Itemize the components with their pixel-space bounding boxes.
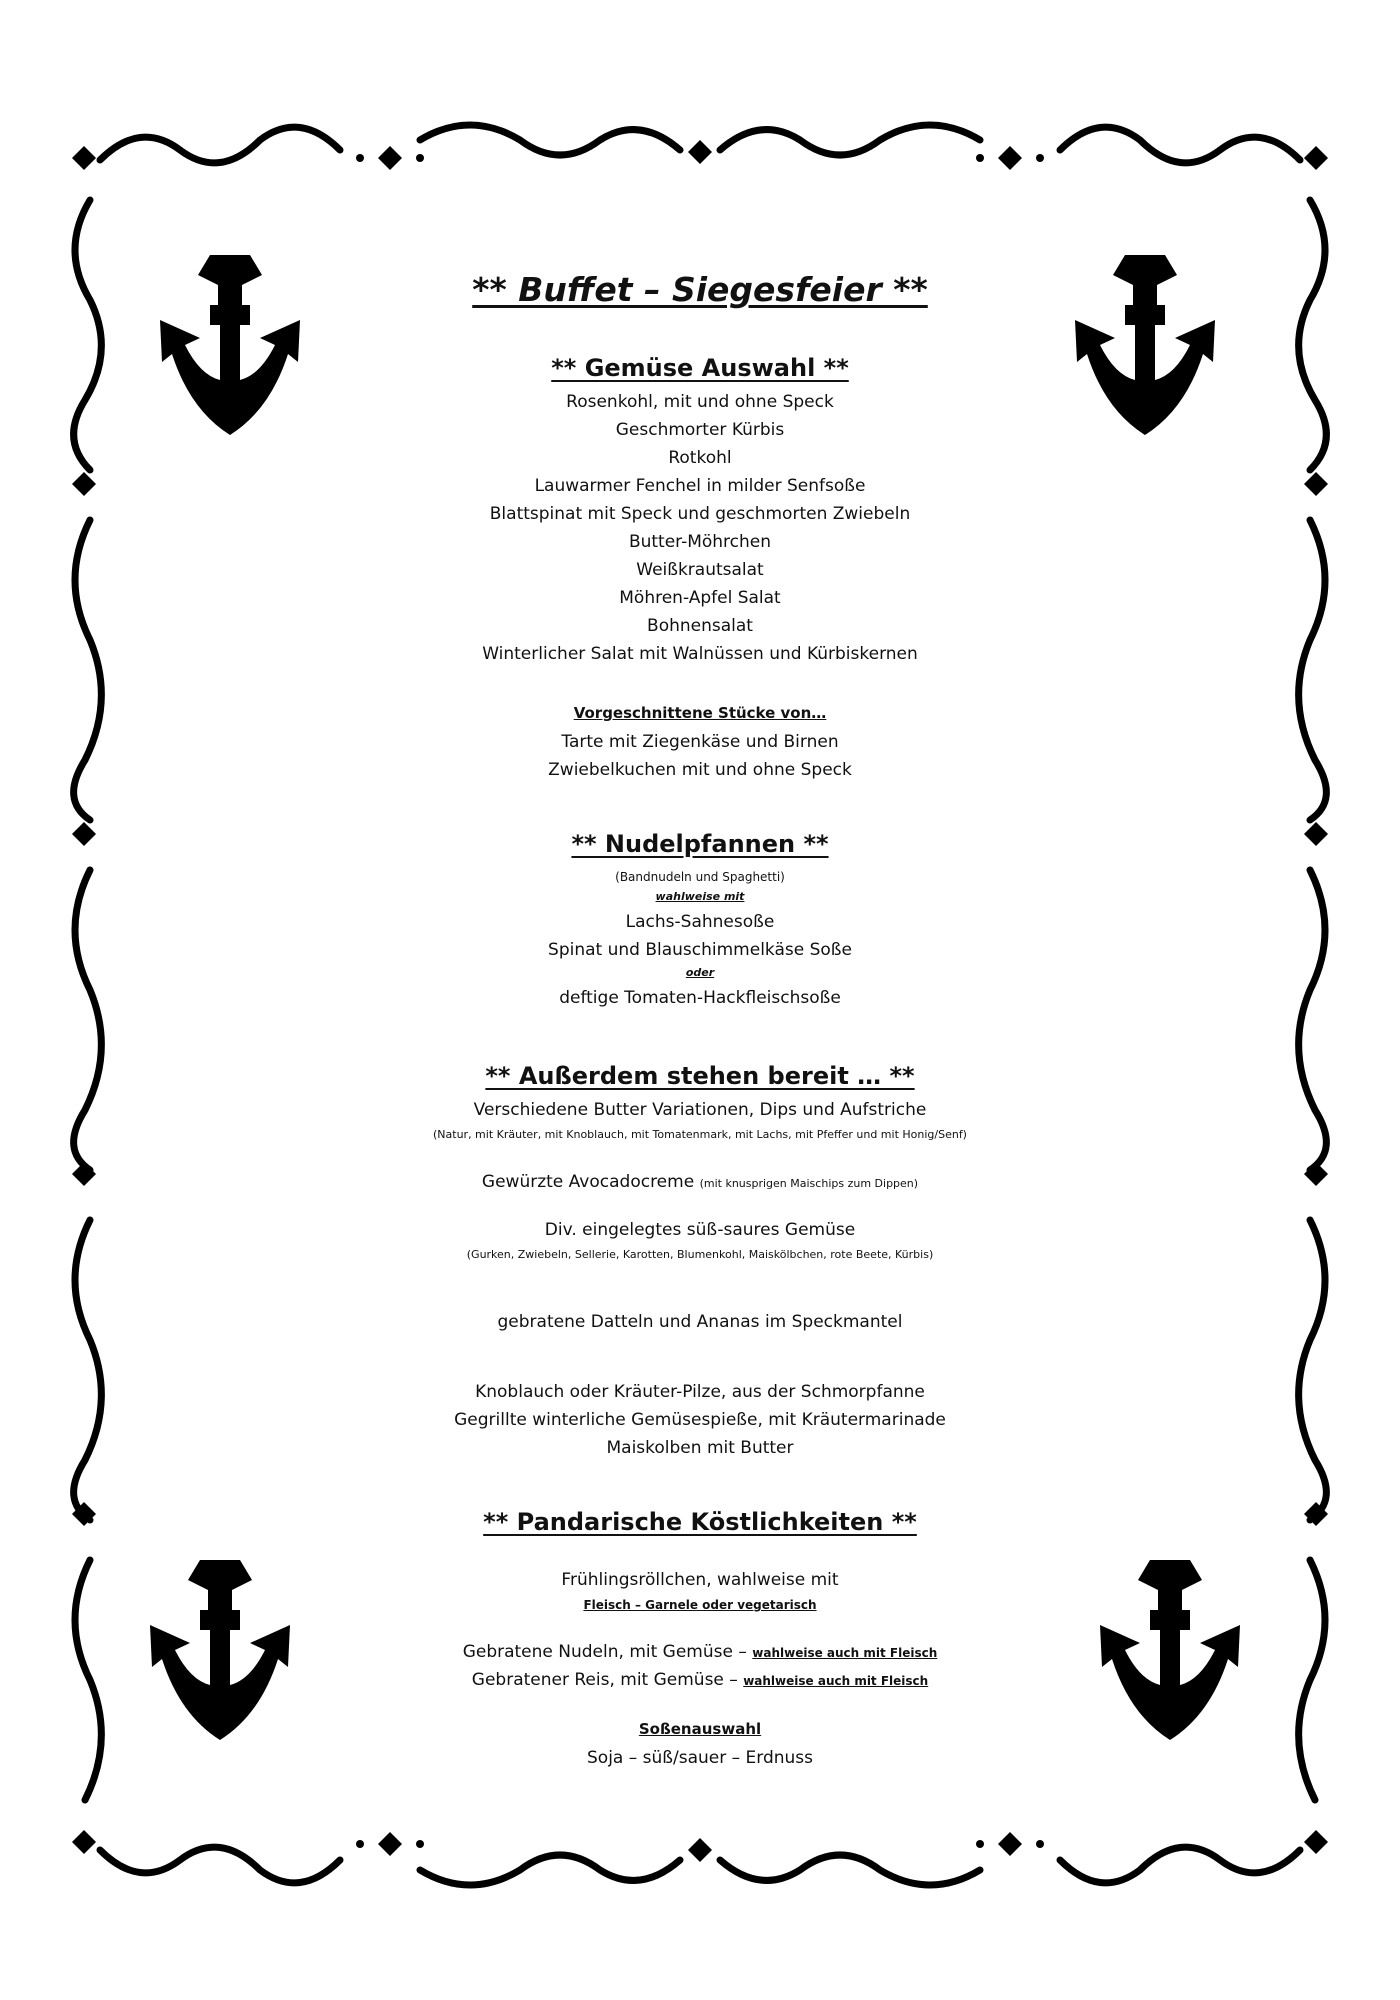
menu-item: Blattspinat mit Speck und geschmorten Zwiebeln — [489, 504, 911, 524]
choice-label: wahlweise mit — [655, 890, 745, 903]
menu-item: deftige Tomaten-Hackfleischsoße — [559, 988, 841, 1008]
option-label: wahlweise auch mit Fleisch — [743, 1674, 929, 1688]
note: (mit knusprigen Maischips zum Dippen) — [699, 1177, 919, 1190]
menu-item: Tarte mit Ziegenkäse und Birnen — [561, 732, 839, 752]
anchor-icon — [1065, 250, 1225, 440]
menu-item: Spinat und Blauschimmelkäse Soße — [548, 940, 852, 960]
menu-item: gebratene Datteln und Ananas im Speckmantel — [497, 1312, 903, 1332]
note: (Natur, mit Kräuter, mit Knoblauch, mit Tomatenmark, mit Lachs, mit Pfeffer und mit Honig/Senf) — [433, 1128, 967, 1141]
section-heading-nudel: ** Nudelpfannen ** — [571, 830, 829, 858]
subheading-sossen: Soßenauswahl — [638, 1720, 762, 1738]
menu-item: Bohnensalat — [647, 616, 753, 636]
menu-item: Butter-Möhrchen — [628, 532, 772, 552]
note: (Gurken, Zwiebeln, Sellerie, Karotten, Blumenkohl, Maiskölbchen, rote Beete, Kürbis) — [466, 1248, 934, 1261]
menu-item — [340, 1642, 1060, 1662]
menu-item: Verschiedene Butter Variationen, Dips und Aufstriche — [473, 1100, 927, 1120]
menu-item — [340, 1172, 1060, 1192]
menu-item: Gegrillte winterliche Gemüsespieße, mit Kräutermarinade — [454, 1410, 946, 1430]
menu-item: Rosenkohl, mit und ohne Speck — [566, 392, 834, 412]
section-heading-gemuese: ** Gemüse Auswahl ** — [551, 354, 849, 382]
option-label: wahlweise auch mit Fleisch — [752, 1646, 938, 1660]
subheading-vorgeschnitten: Vorgeschnittene Stücke von… — [573, 704, 827, 722]
note: (Bandnudeln und Spaghetti) — [615, 870, 785, 884]
menu-item: Soja – süß/sauer – Erdnuss — [587, 1748, 813, 1768]
menu-item-text: Gewürzte Avocadocreme — [481, 1172, 695, 1192]
page-title: ** Buffet – Siegesfeier ** — [472, 270, 928, 309]
menu-item: Div. eingelegtes süß-saures Gemüse — [544, 1220, 856, 1240]
menu-item: Möhren-Apfel Salat — [619, 588, 781, 608]
anchor-icon — [150, 250, 310, 440]
option-label: Fleisch – Garnele oder vegetarisch — [583, 1598, 817, 1612]
menu-item-text: Gebratener Reis, mit Gemüse – — [471, 1670, 738, 1690]
menu-item: Rotkohl — [668, 448, 732, 468]
section-heading-pandarisch: ** Pandarische Köstlichkeiten ** — [483, 1508, 917, 1536]
menu-item: Weißkrautsalat — [636, 560, 764, 580]
menu-item: Geschmorter Kürbis — [615, 420, 785, 440]
menu-item — [340, 1670, 1060, 1690]
menu-item-text: Gebratene Nudeln, mit Gemüse – — [462, 1642, 747, 1662]
oder-label: oder — [685, 966, 715, 979]
anchor-icon — [1090, 1555, 1250, 1745]
section-heading-ausserdem: ** Außerdem stehen bereit … ** — [485, 1062, 915, 1090]
menu-item: Knoblauch oder Kräuter-Pilze, aus der Schmorpfanne — [475, 1382, 925, 1402]
menu-item: Winterlicher Salat mit Walnüssen und Kürbiskernen — [482, 644, 918, 664]
menu-item: Zwiebelkuchen mit und ohne Speck — [548, 760, 852, 780]
menu-item: Lachs-Sahnesoße — [625, 912, 775, 932]
anchor-icon — [140, 1555, 300, 1745]
menu-item: Frühlingsröllchen, wahlweise mit — [561, 1570, 839, 1590]
menu-item: Lauwarmer Fenchel in milder Senfsoße — [534, 476, 866, 496]
menu-item: Maiskolben mit Butter — [606, 1438, 794, 1458]
